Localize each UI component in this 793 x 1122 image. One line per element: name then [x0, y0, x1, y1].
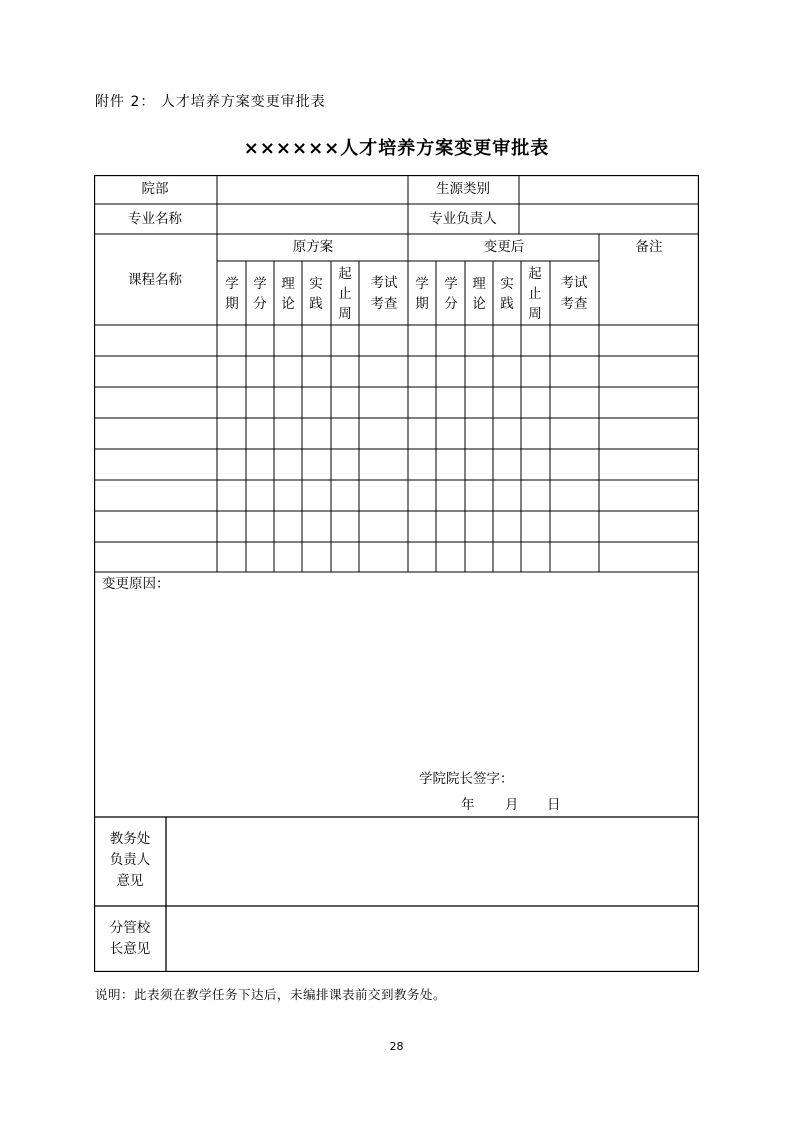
major-name-input[interactable] — [218, 205, 407, 233]
table-cell[interactable] — [275, 481, 301, 510]
table-cell[interactable] — [332, 481, 358, 510]
academic-affairs-opinion-input[interactable] — [167, 818, 698, 905]
table-cell[interactable] — [360, 419, 407, 448]
footnote: 说明：此表须在教学任务下达后，未编排课表前交到教务处。 — [95, 987, 447, 1002]
table-cell[interactable] — [522, 357, 549, 386]
page-number: 28 — [389, 1040, 404, 1053]
orig-practice-header: 实 践 — [309, 276, 323, 312]
table-cell[interactable] — [303, 419, 330, 448]
attachment-label: 附件 2： 人才培养方案变更审批表 — [95, 94, 326, 110]
table-cell[interactable] — [360, 388, 407, 417]
table-cell[interactable] — [218, 388, 245, 417]
orig-semester-header: 学 期 — [225, 276, 239, 312]
table-cell[interactable] — [600, 326, 698, 355]
table-cell[interactable] — [409, 388, 435, 417]
table-cell[interactable] — [95, 543, 216, 572]
table-cell[interactable] — [218, 326, 245, 355]
table-cell[interactable] — [466, 357, 492, 386]
table-cell[interactable] — [466, 388, 492, 417]
vice-president-opinion-input[interactable] — [167, 907, 698, 971]
table-cell[interactable] — [95, 512, 216, 541]
new-exam-header: 考试 考查 — [560, 275, 588, 312]
table-cell[interactable] — [275, 512, 301, 541]
changed-plan-header: 变更后 — [483, 239, 525, 255]
major-head-label: 专业负责人 — [429, 211, 497, 227]
table-cell[interactable] — [218, 419, 245, 448]
table-cell[interactable] — [409, 450, 435, 479]
table-cell[interactable] — [600, 419, 698, 448]
table-cell[interactable] — [494, 512, 520, 541]
table-cell[interactable] — [332, 326, 358, 355]
table-cell[interactable] — [437, 481, 464, 510]
table-cell[interactable] — [409, 357, 435, 386]
table-cell[interactable] — [409, 419, 435, 448]
new-semester-header: 学 期 — [415, 276, 429, 312]
table-cell[interactable] — [522, 543, 549, 572]
date-day-label: 日 — [547, 797, 561, 813]
table-cell[interactable] — [360, 543, 407, 572]
table-cell[interactable] — [409, 543, 435, 572]
table-cell[interactable] — [600, 388, 698, 417]
table-cell[interactable] — [332, 512, 358, 541]
table-cell[interactable] — [522, 326, 549, 355]
table-cell[interactable] — [437, 450, 464, 479]
table-cell[interactable] — [95, 357, 216, 386]
table-cell[interactable] — [494, 450, 520, 479]
dean-signature-label: 学院院长签字： — [419, 771, 514, 787]
table-cell[interactable] — [95, 326, 216, 355]
table-cell[interactable] — [466, 481, 492, 510]
table-cell[interactable] — [466, 326, 492, 355]
table-cell[interactable] — [303, 450, 330, 479]
table-cell[interactable] — [218, 450, 245, 479]
orig-theory-header: 理 论 — [281, 276, 295, 312]
table-cell[interactable] — [600, 481, 698, 510]
table-cell[interactable] — [95, 388, 216, 417]
new-theory-header: 理 论 — [472, 276, 486, 312]
table-cell[interactable] — [494, 481, 520, 510]
table-cell[interactable] — [551, 326, 598, 355]
major-name-label: 专业名称 — [128, 211, 182, 227]
table-cell[interactable] — [494, 357, 520, 386]
table-cell[interactable] — [360, 481, 407, 510]
date-month-label: 月 — [505, 797, 519, 813]
table-cell[interactable] — [522, 419, 549, 448]
major-head-input[interactable] — [520, 205, 697, 233]
orig-exam-header: 考试 考查 — [370, 275, 398, 312]
table-cell[interactable] — [360, 357, 407, 386]
table-cell[interactable] — [303, 543, 330, 572]
table-cell[interactable] — [360, 326, 407, 355]
table-cell[interactable] — [275, 326, 301, 355]
table-cell[interactable] — [247, 419, 273, 448]
table-cell[interactable] — [303, 512, 330, 541]
table-cell[interactable] — [218, 357, 245, 386]
table-cell[interactable] — [247, 481, 273, 510]
table-cell[interactable] — [466, 543, 492, 572]
new-practice-header: 实 践 — [500, 276, 514, 312]
approval-form-table — [94, 175, 699, 972]
table-cell[interactable] — [247, 388, 273, 417]
table-cell[interactable] — [275, 450, 301, 479]
table-cell[interactable] — [551, 388, 598, 417]
table-cell[interactable] — [551, 481, 598, 510]
table-cell[interactable] — [247, 326, 273, 355]
table-cell[interactable] — [466, 512, 492, 541]
table-cell[interactable] — [360, 512, 407, 541]
table-cell[interactable] — [600, 543, 698, 572]
table-cell[interactable] — [600, 357, 698, 386]
academic-affairs-opinion-label: 教务处 负责人 意见 — [109, 831, 151, 889]
table-cell[interactable] — [494, 543, 520, 572]
table-cell[interactable] — [332, 357, 358, 386]
table-cell[interactable] — [247, 512, 273, 541]
table-cell[interactable] — [437, 326, 464, 355]
orig-weeks-header: 起 止 周 — [338, 266, 352, 322]
change-reason-label: 变更原因： — [102, 576, 170, 592]
table-cell[interactable] — [247, 357, 273, 386]
form-title: ××××××人才培养方案变更审批表 — [243, 138, 550, 159]
table-cell[interactable] — [360, 450, 407, 479]
change-reason-input[interactable] — [95, 595, 698, 765]
new-credit-header: 学 分 — [444, 276, 458, 312]
table-cell[interactable] — [332, 388, 358, 417]
table-cell[interactable] — [522, 512, 549, 541]
table-cell[interactable] — [275, 419, 301, 448]
table-cell[interactable] — [303, 481, 330, 510]
table-cell[interactable] — [218, 543, 245, 572]
table-cell[interactable] — [95, 450, 216, 479]
table-cell[interactable] — [218, 512, 245, 541]
remarks-header: 备注 — [635, 239, 663, 255]
table-cell[interactable] — [437, 388, 464, 417]
table-cell[interactable] — [466, 419, 492, 448]
date-year-label: 年 — [461, 797, 475, 813]
table-cell[interactable] — [303, 388, 330, 417]
table-cell[interactable] — [409, 326, 435, 355]
table-cell[interactable] — [600, 450, 698, 479]
source-category-label: 生源类别 — [436, 181, 490, 197]
table-cell[interactable] — [95, 481, 216, 510]
source-category-input[interactable] — [520, 176, 697, 203]
new-weeks-header: 起 止 周 — [528, 266, 542, 322]
original-plan-header: 原方案 — [292, 239, 334, 255]
college-input[interactable] — [218, 176, 407, 203]
table-cell[interactable] — [551, 357, 598, 386]
table-cell[interactable] — [437, 543, 464, 572]
table-cell[interactable] — [247, 543, 273, 572]
table-cell[interactable] — [437, 357, 464, 386]
table-cell[interactable] — [95, 419, 216, 448]
table-cell[interactable] — [551, 450, 598, 479]
table-cell[interactable] — [494, 388, 520, 417]
table-cell[interactable] — [332, 450, 358, 479]
table-cell[interactable] — [218, 481, 245, 510]
table-cell[interactable] — [600, 512, 698, 541]
college-label: 院部 — [141, 181, 169, 197]
table-cell[interactable] — [409, 481, 435, 510]
course-name-header: 课程名称 — [128, 272, 182, 288]
table-cell[interactable] — [494, 419, 520, 448]
orig-credit-header: 学 分 — [253, 276, 267, 312]
table-cell[interactable] — [551, 512, 598, 541]
vice-president-opinion-label: 分管校 长意见 — [109, 920, 151, 957]
table-cell[interactable] — [494, 326, 520, 355]
table-cell[interactable] — [522, 388, 549, 417]
table-cell[interactable] — [466, 450, 492, 479]
table-cell[interactable] — [409, 512, 435, 541]
table-cell[interactable] — [551, 419, 598, 448]
table-cell[interactable] — [275, 357, 301, 386]
table-cell[interactable] — [551, 543, 598, 572]
table-cell[interactable] — [437, 512, 464, 541]
table-cell[interactable] — [332, 543, 358, 572]
table-cell[interactable] — [247, 450, 273, 479]
table-cell[interactable] — [437, 419, 464, 448]
table-cell[interactable] — [522, 450, 549, 479]
table-cell[interactable] — [332, 419, 358, 448]
table-cell[interactable] — [275, 543, 301, 572]
table-cell[interactable] — [275, 388, 301, 417]
table-cell[interactable] — [303, 357, 330, 386]
table-cell[interactable] — [522, 481, 549, 510]
table-cell[interactable] — [303, 326, 330, 355]
